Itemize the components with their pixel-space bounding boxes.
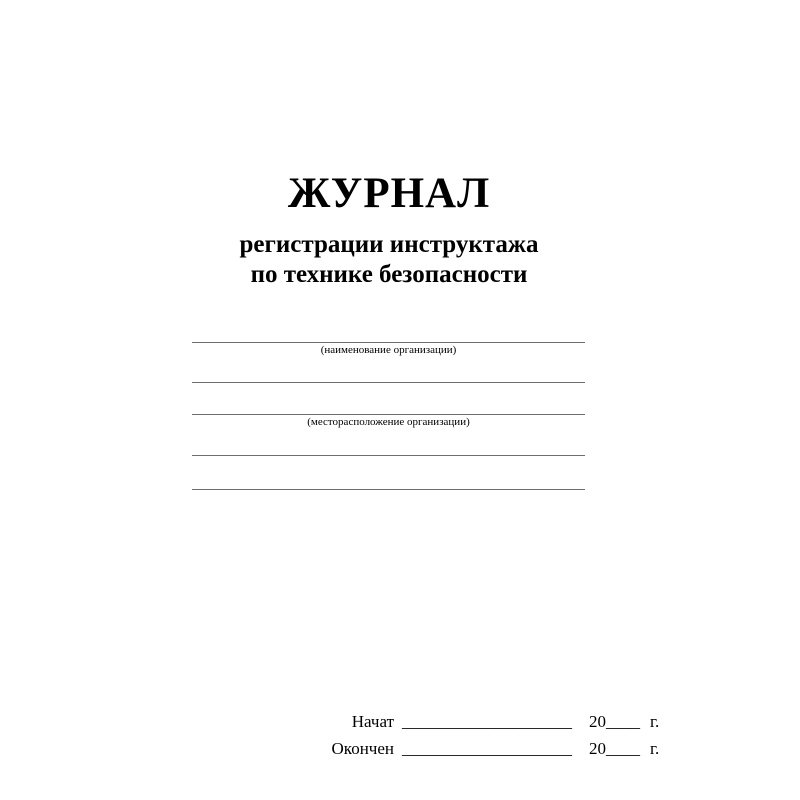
date-started-row (280, 710, 720, 734)
org-location-extra-line-1 (192, 455, 585, 456)
page-title: ЖУРНАЛ (287, 170, 491, 217)
org-location-caption: (месторасположение организации) (307, 416, 470, 428)
date-started-label: Начат (351, 712, 394, 731)
org-location-line (192, 414, 585, 415)
org-location-extra-line-2 (192, 489, 585, 490)
date-finished-label: Окончен (331, 739, 394, 758)
date-finished-year-suffix: г. (650, 739, 660, 758)
date-started-year-suffix: г. (650, 712, 660, 731)
title-block (0, 171, 778, 290)
date-finished-year-blank: ____ (606, 739, 640, 758)
org-name-line (192, 342, 585, 343)
date-started-year-prefix: 20 (589, 712, 606, 731)
org-name-extra-line (192, 382, 585, 383)
date-started-year-blank: ____ (606, 712, 640, 731)
date-finished-year-prefix: 20 (589, 739, 606, 758)
subtitle-line-2: по технике безопасности (250, 261, 528, 288)
date-finished-row (280, 737, 720, 761)
subtitle-line-1: регистрации инструктажа (239, 231, 539, 258)
date-started-blank: ____________________ (402, 712, 572, 731)
date-finished-blank: ____________________ (402, 739, 572, 758)
page-subtitle (0, 230, 778, 290)
org-name-caption: (наименование организации) (320, 344, 457, 356)
